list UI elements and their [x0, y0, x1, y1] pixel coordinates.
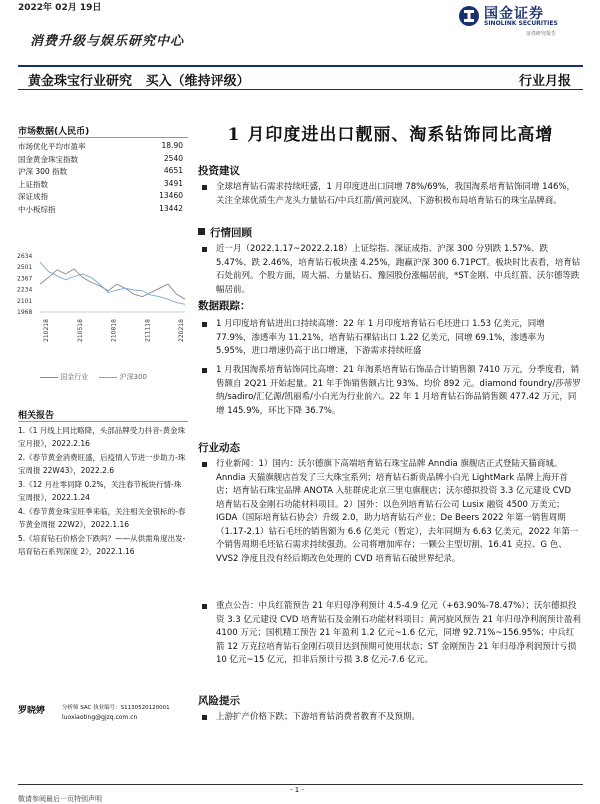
paragraph-data-china: 1 月我国淘系培育钻饰同比高增：21 年淘系培育钻石饰品合计销售额 7410 万元，分季度看，销售额自 2Q21 开始起量。21 年手饰销售额占比 93%、均价 892 元。diamond foundry/莎蒂罗纳/sadiro/汇亿源/凯丽希/小白光为行业前六。22 年 1 月培育钻石饰品销售额 477.42 万元，同增 145.9%，环比下降 36.7%。	[198, 364, 581, 418]
section-data: 数据跟踪：	[198, 300, 251, 312]
related-report-item[interactable]: 1.《1 月线上同比略降，头部品牌受力抖音-黄金珠宝月报》，2022.2.16	[18, 426, 186, 448]
market-label: 沪深 300 指数	[18, 167, 68, 176]
section-invest: 投资建议	[198, 165, 240, 177]
market-label: 国金黄金珠宝指数	[18, 154, 78, 164]
market-value: 4651	[163, 166, 183, 175]
market-value: 18.90	[161, 141, 183, 150]
index-line-chart	[15, 252, 190, 372]
author-email[interactable]: luoxiaoting@gjzq.com.cn	[62, 714, 138, 721]
section-risk: 风险提示	[198, 695, 240, 707]
y-tick-label: 2234	[17, 286, 33, 294]
divider	[18, 421, 188, 422]
market-data-title: 市场数据(人民币)	[18, 127, 90, 137]
author-cert: 分析师 SAC 执业编号：S1130520120001	[62, 705, 170, 711]
bullet-icon	[202, 247, 207, 252]
report-header-bar	[18, 65, 583, 90]
author-name: 罗晓婷	[18, 706, 46, 716]
section-review: 行情回顾	[198, 225, 252, 240]
y-tick-label: 1968	[17, 309, 33, 316]
brand-logo	[458, 3, 588, 37]
paragraph-risk: 上游扩产价格下跌；下游培育钻消费者教育不及预期。	[198, 711, 581, 725]
related-reports-title: 相关报告	[18, 411, 55, 421]
related-report-item[interactable]: 5.《培育钻石价格会下跌吗？——从供需角度出发-培育钻石系列深度 2》，2022.1.16	[18, 534, 186, 556]
bullet-icon	[202, 604, 207, 609]
x-tick-label: 210218	[43, 319, 50, 342]
bullet-icon	[202, 322, 207, 327]
related-report-item[interactable]: 3.《12 月社零同降 0.2%，关注春节板块行情-珠宝周报》，2022.1.24	[18, 480, 182, 502]
header-title: 黄金珠宝行业研究 买入（维持评级）	[28, 74, 250, 89]
legend-series-2: 沪深300	[119, 373, 147, 381]
rating: 买入（维持评级）	[145, 74, 250, 89]
y-tick-label: 2634	[17, 253, 33, 260]
series-line-1	[40, 269, 185, 299]
paragraph-data-india: 1 月印度培育钻进出口持续高增：22 年 1 月印度培育钻石毛坯进口 1.53 亿美元，同增 77.9%，渗透率为 11.21%，培育钻石裸钻出口 1.22 亿美元，同增 69.1%，渗透率为 5.95%，进口增速仍高于出口增速，下游需求持续旺盛	[198, 318, 581, 359]
market-data-row	[18, 154, 188, 166]
market-data-row	[18, 141, 188, 153]
market-data-row	[18, 204, 188, 216]
paragraph-review: 近一月（2022.1.17~2022.2.18）上证综指、深证成指、沪深 300 分别跌 1.57%、跌 5.47%、跌 2.46%，培育钻石板块涨 4.25%，跑赢沪深 300 6.71PCT。板块时比表看，培育钻石处前列。个股方面，周大福、力量钻石、豫园股份涨幅居前，*ST金刚、中兵红箭、沃尔德等跌幅居前。	[198, 243, 581, 297]
paragraph-invest: 全球培育钻石需求持续旺盛，1 月印度进出口同增 78%/69%，我国淘系培育钻饰同增 146%，关注全球优质生产龙头力量钻石/中兵红箭/黄河旋风、下游积极布局培育钻石的珠宝品牌商。	[198, 181, 581, 208]
footer-note: 敬请参阅最后一页特别声明	[18, 795, 102, 803]
market-value: 13442	[159, 203, 183, 213]
bullet-icon	[202, 368, 207, 373]
y-tick-label: 2367	[17, 275, 33, 283]
brand-sub: 证券研究报告	[526, 31, 557, 37]
x-tick-label: 210818	[110, 319, 118, 342]
page-title: 1 月印度进出口靓丽、淘系钻饰同比高增	[227, 125, 554, 145]
page-number: - 1 -	[290, 786, 304, 794]
market-data-row	[18, 166, 188, 178]
market-data-row	[18, 179, 188, 191]
x-tick-label: 220218	[178, 319, 185, 342]
bullet-icon	[202, 462, 207, 467]
market-value: 3491	[163, 178, 183, 188]
divider	[18, 137, 188, 138]
series-line-2	[40, 262, 185, 304]
bullet-icon	[202, 715, 207, 720]
market-label: 中小板综指	[18, 204, 56, 214]
related-report-item[interactable]: 4.《春节黄金珠宝旺季来临，关注相关金银标的-春节黄金周报 22W2》，2022.1.16	[18, 507, 186, 529]
market-value: 2540	[163, 153, 183, 163]
sinolink-logo-icon	[458, 5, 480, 27]
market-label: 市场优化平均市盈率	[18, 142, 86, 151]
bullet-icon	[202, 185, 207, 190]
y-tick-label: 2501	[17, 264, 33, 272]
market-label: 深证成指	[18, 192, 48, 201]
brand-name-cn: 国金证券	[484, 6, 544, 22]
market-value: 13460	[159, 191, 183, 200]
footer-divider	[18, 784, 583, 785]
x-tick-label: 211118	[144, 319, 152, 342]
chart-legend	[40, 372, 147, 382]
market-label: 上证指数	[18, 179, 48, 189]
related-report-item[interactable]: 2.《春节黄金消费旺盛，后疫情入节进一步助力-珠宝周报 22W43》，2022.2.6	[18, 453, 186, 475]
department: 消费升级与娱乐研究中心	[30, 34, 185, 49]
market-data-row	[18, 191, 188, 203]
x-tick-label: 210518	[76, 319, 84, 342]
paragraph-announcements: 重点公告：中兵红箭预告 21 年归母净利预计 4.5-4.9 亿元（+63.90%-78.47%）；沃尔德拟投资 3.3 亿元建设 CVD 培育钻石及金刚石功能材料项目；黄河旋风预告 21 年归母净利润预计盈利 4100 万元；国机精工预告 21 年盈利 1.2 亿元~1.6 亿元，同增 92.71%~156.95%；中兵红箭 12 万克拉培育钻石金刚石项目达到预期可使用状态；ST 金刚预告 21 年归母净利润预计亏损 10 亿元~15 亿元，扣非后预计亏损 3.8 亿元-7.6 亿元。	[198, 600, 581, 668]
paragraph-news: 行业新闻：1）国内：沃尔德旗下高端培育钻石珠宝品牌 Anndia 旗舰店正式登陆天猫商城。Anndia 天猫旗舰店首发了三大珠宝系列；培育钻石新贵品牌小白光 LightMark 品牌上海开首店；培育钻石珠宝品牌 ANOTA 入驻群虎北京三里屯旗舰店；沃尔德拟投资 3.3 亿元建设 CVD 培育钻石及金刚石功能材料项目。2）国外：以色列培育钻石公司 Lusix 融资 4500 万美元；IGDA（国际培育钻石协会）升级 2.0，助力培育钻石产业；De Beers 2022 年第一销售周期（1.17-2.1）钻石毛坯的销售额为 6.6 亿美元（暂定），去年同期为 6.63 亿美元，2022 年第一个销售周期毛坯钻石需求持续强劲。公司将增加库存；一颗公主型切割、16.41 克拉、G 色、VVS2 净度且没有经后期改色处理的 CVD 培育钻石破世界纪录。	[198, 458, 581, 566]
report-date: 2022年 02月 19日	[18, 3, 102, 13]
report-type: 行业月报	[518, 74, 571, 89]
section-dynamics: 行业动态	[198, 442, 240, 454]
y-tick-label: 2101	[17, 297, 33, 305]
brand-name-en: SINOLINK SECURITIES	[484, 20, 558, 27]
legend-series-1: 国金行业	[60, 373, 89, 381]
